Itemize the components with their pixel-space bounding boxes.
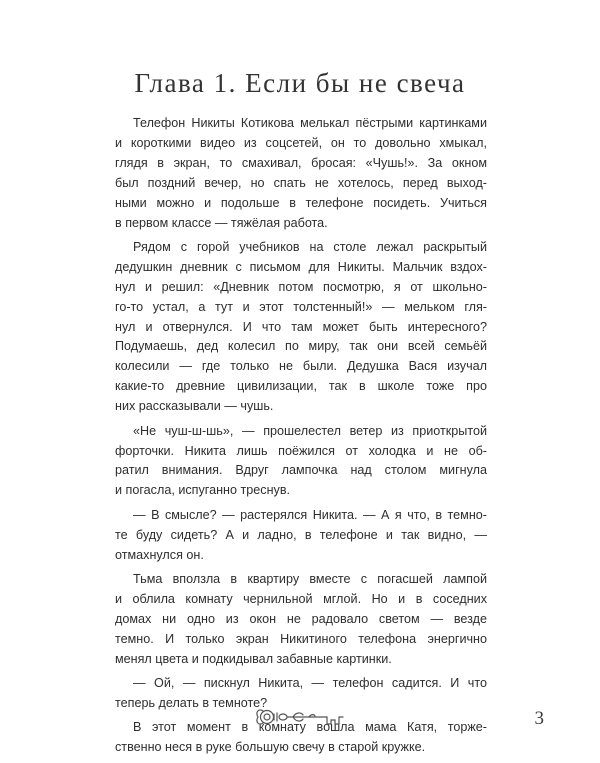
text-line: Телефон Никиты Котикова мелькал пёстрыми картинками [133, 116, 487, 130]
text-line: — В смысле? — растерялся Никита. — А я что, в темно- [133, 507, 487, 522]
text-line: нул и решил: «Дневник потом посмотрю, я от школьно- [115, 279, 487, 294]
text-line: «Не чуш-ш-шь», — прошелестел ветер из приоткрытой [133, 423, 487, 438]
text-line: В этот момент в комнату вошла мама Катя, торже- [133, 720, 487, 735]
text-line: ственно неся в руке большую свечу в старой кружке. [115, 740, 426, 755]
text-line: ными можно и подольше в телефоне посидеть. Учиться [115, 195, 487, 210]
text-line: какие-то древние цивилизации, так в школе тоже про [115, 379, 487, 394]
chapter-body [115, 114, 487, 763]
text-line: и погасла, испуганно треснув. [115, 483, 291, 498]
text-line: нул и отвернулся. И что там может быть интересного? [115, 319, 487, 334]
key-ornament-icon [253, 706, 347, 728]
text-line: был поздний вечер, но спать не хотелось, перед выход- [115, 175, 487, 190]
text-line: темно. И только экран Никитиного телефона энергично [115, 631, 487, 646]
paragraph [115, 506, 487, 566]
text-line: — Ой, — пискнул Никита, — телефон садится. И что [133, 675, 487, 690]
text-line: в первом классе — тяжёлая работа. [115, 215, 328, 230]
text-line: домах ни одно из окон не радовало светом — везде [115, 611, 487, 626]
text-line: них рассказывали — чушь. [115, 399, 274, 414]
text-line: Подумаешь, дед колесил по миру, так они всей семьёй [115, 339, 487, 354]
text-line: форточки. Никита лишь поёжился от холодка и не об- [115, 443, 487, 458]
text-line: менял цвета и подкидывал забавные картинки. [115, 651, 392, 666]
text-line: колесили — где только не были. Дедушка Вася изучал [115, 359, 487, 374]
text-line: го-то устал, а тут и этот толстенный!» — мельком гля- [115, 299, 487, 314]
page-number: 3 [534, 708, 544, 729]
text-line: и облила комнату чернильной мглой. Но и в соседних [115, 591, 487, 606]
paragraph [115, 422, 487, 502]
text-line: те буду сидеть? А и ладно, в телефоне и так видно, — [115, 527, 487, 542]
text-line: дедушкин дневник с письмом для Никиты. Мальчик вздох- [115, 259, 487, 274]
paragraph [115, 114, 487, 233]
chapter-title: Глава 1. Если бы не свеча [134, 68, 466, 98]
text-line: и короткими видео из соцсетей, он то довольно хмыкал, [115, 135, 487, 150]
text-line: отмахнулся он. [115, 547, 204, 562]
text-line: глядя в экран, то смахивал, бросая: «Чушь!». За окном [115, 155, 487, 170]
text-line: ратил внимания. Вдруг лампочка над столом мигнула [115, 463, 487, 478]
text-line: теперь делать в темноте? [115, 695, 268, 710]
text-line: Тьма вползла в квартиру вместе с погасшей лампой [133, 571, 487, 586]
text-line: Рядом с горой учебников на столе лежал раскрытый [133, 239, 487, 254]
paragraph [115, 238, 487, 417]
paragraph [115, 570, 487, 670]
